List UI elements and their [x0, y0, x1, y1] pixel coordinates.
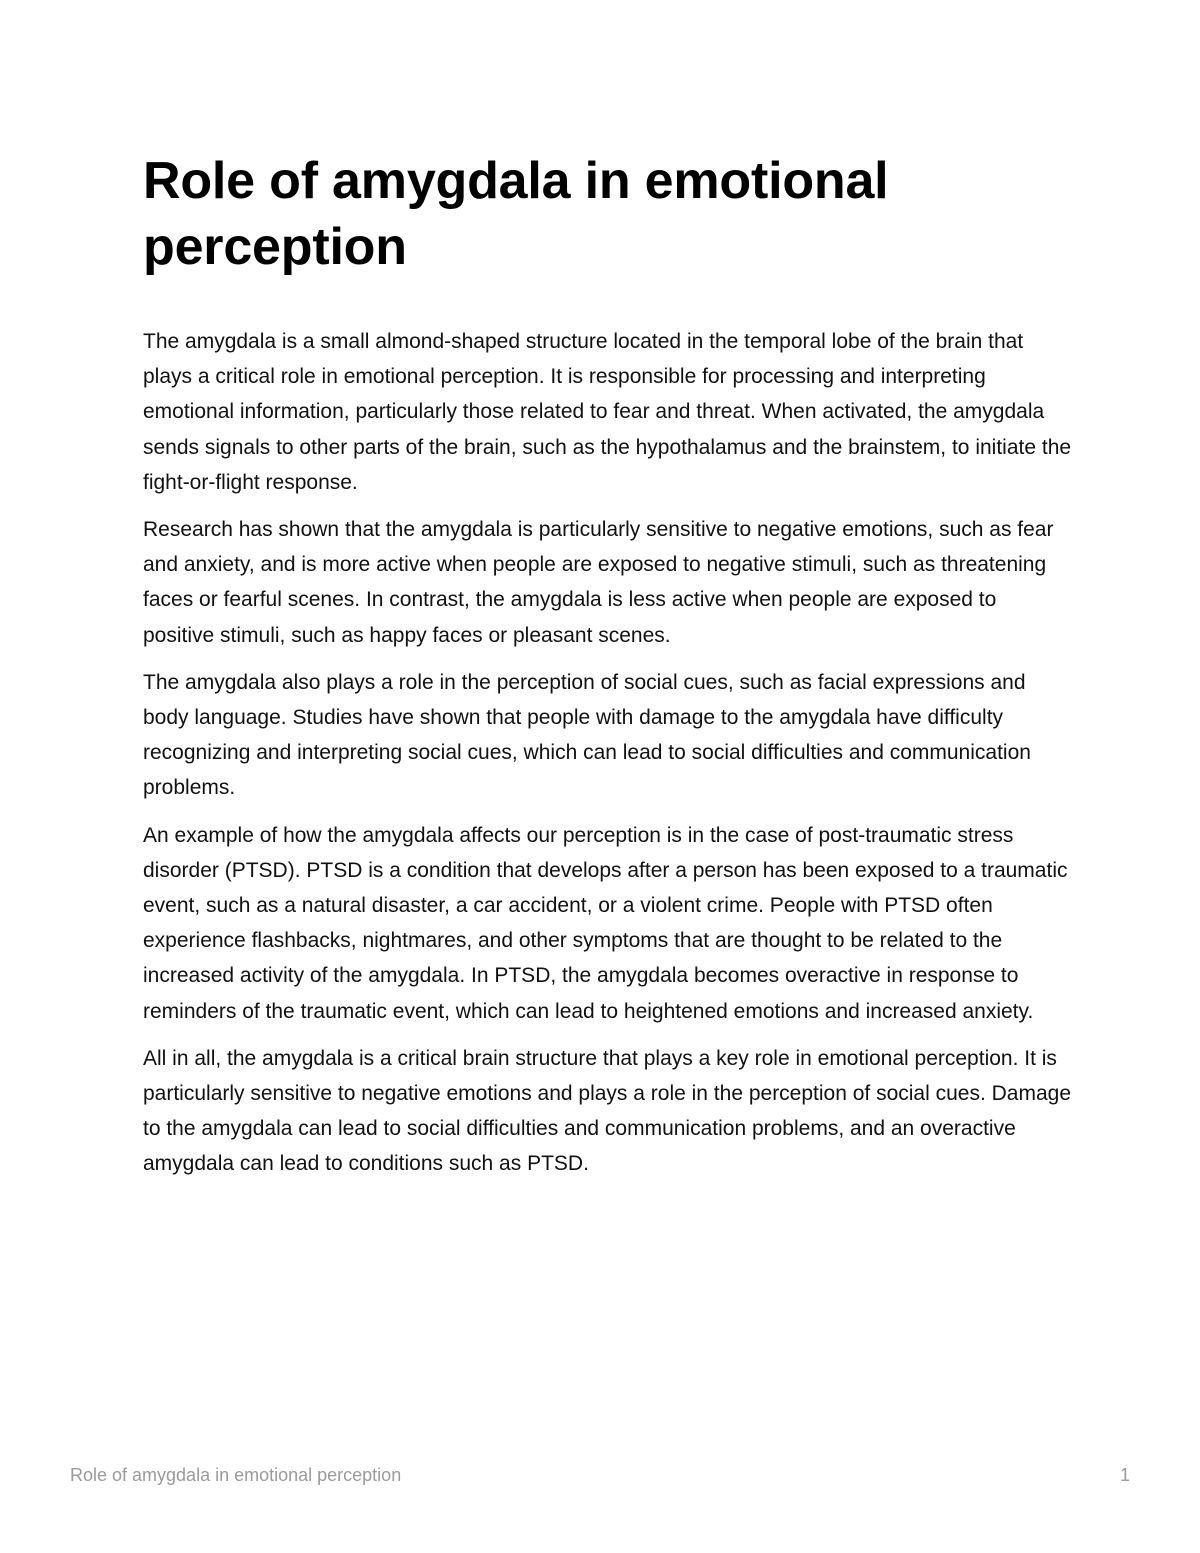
paragraph-4: An example of how the amygdala affects our perception is in the case of post-traumatic stress disorder (PTSD). PTSD is a condition that develops after a person has been exposed to a traumatic event, such as a natural disaster, a car accident, or a violent crime. People with PTSD often experience flashbacks, nightmares, and other symptoms that are thought to be related to the increased activity of the amygdala. In PTSD, the amygdala becomes overactive in response to reminders of the traumatic event, which can lead to heightened emotions and increased anxiety. — [143, 823, 1068, 1023]
footer-title: Role of amygdala in emotional perception — [70, 1465, 402, 1485]
document-title: Role of amygdala in emotional perception — [143, 152, 889, 276]
paragraph-3: The amygdala also plays a role in the perception of social cues, such as facial expressions and body language. Studies have shown that people with damage to the amygdala have difficulty recognizing and interpreting social cues, which can lead to social difficulties and communication problems. — [143, 670, 1031, 800]
document-body — [143, 324, 1073, 1182]
paragraph-5: All in all, the amygdala is a critical brain structure that plays a key role in emotional perception. It is particularly sensitive to negative emotions and plays a role in the perception of social cues. Damage to the amygdala can lead to social difficulties and communication problems, and an overactive amygdala can lead to conditions such as PTSD. — [143, 1046, 1072, 1176]
document-content — [143, 148, 1073, 1194]
page-number: 1 — [1119, 1465, 1130, 1485]
paragraph-1: The amygdala is a small almond-shaped structure located in the temporal lobe of the brain that plays a critical role in emotional perception. It is responsible for processing and interpreting emotional information, particularly those related to fear and threat. When activated, the amygdala sends signals to other parts of the brain, such as the hypothalamus and the brainstem, to initiate the fight-or-flight response. — [143, 330, 1072, 494]
paragraph-2: Research has shown that the amygdala is particularly sensitive to negative emotions, such as fear and anxiety, and is more active when people are exposed to negative stimuli, such as threatening faces or fearful scenes. In contrast, the amygdala is less active when people are exposed to positive stimuli, such as happy faces or pleasant scenes. — [143, 518, 1054, 647]
page-footer — [70, 1465, 1130, 1491]
